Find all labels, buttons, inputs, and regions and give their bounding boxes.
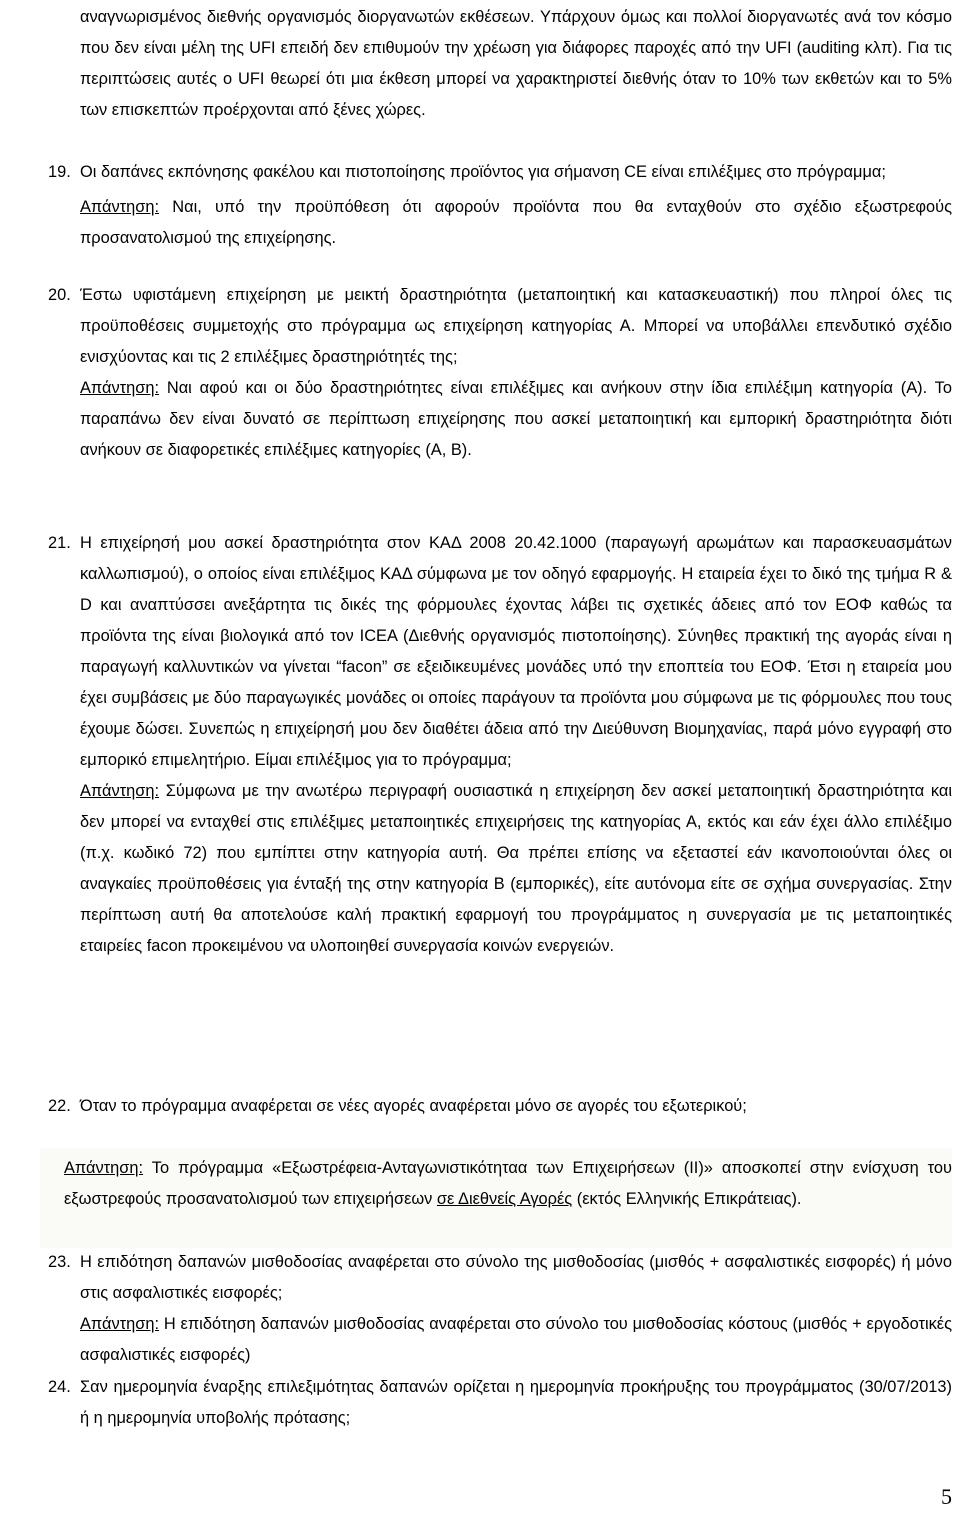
answer-label: Απάντηση: [80,379,160,397]
question-22 [48,1091,952,1122]
intro-paragraph [80,2,952,126]
question-number: 20. [48,286,71,304]
answer-paragraph [80,192,952,254]
answer-label: Απάντηση: [80,198,160,216]
question-number: 19. [48,163,71,181]
answer-text: Ναι, υπό την προϋπόθεση ότι αφορούν προϊόντα που θα ενταχθούν στο σχέδιο εξωστρεφούς προσανατολισμού της επιχείρησης. [80,198,952,247]
answer-text-part2: (εκτός Ελληνικής Επικράτειας). [572,1190,802,1208]
answer-text-part1: Το πρόγραμμα «Εξωστρέφεια-Ανταγωνιστικότηταα των Επιχειρήσεων (ΙΙ)» αποσκοπεί στην ενίσχυση του εξωστρεφούς προσανατολισμού των επιχειρήσεων [64,1159,952,1208]
question-text: Όταν το πρόγραμμα αναφέρεται σε νέες αγορές αναφέρεται μόνο σε αγορές του εξωτερικού; [80,1097,747,1115]
answer-paragraph [64,1153,952,1215]
question-number: 21. [48,534,71,552]
answer-paragraph [80,373,952,466]
question-23 [48,1247,952,1371]
answer-text: Η επιδότηση δαπανών μισθοδοσίας αναφέρεται στο σύνολο του μισθοδοσίας κόστους (μισθός + εργοδοτικές ασφαλιστικές εισφορές) [80,1315,952,1364]
question-text: Έστω υφιστάμενη επιχείρηση με μεικτή δραστηριότητα (μεταποιητική και κατασκευαστική) που πληροί όλες τις προϋποθέσεις συμμετοχής στο πρόγραμμα ως επιχείρηση κατηγορίας Α. Μπορεί να υποβάλλει επενδυτικό σχέδιο ενισχύοντας και τις 2 επιλέξιμες δραστηριότητές της; [80,286,952,366]
page-number: 5 [941,1484,952,1509]
answer-label: Απάντηση: [80,782,160,800]
question-text: Οι δαπάνες εκπόνησης φακέλου και πιστοποίησης προϊόντος για σήμανση CE είναι επιλέξιμες στο πρόγραμμα; [80,163,886,181]
answer-22 [64,1153,952,1215]
question-number: 22. [48,1097,71,1115]
question-21 [48,528,952,962]
question-19 [48,157,952,254]
answer-label: Απάντηση: [64,1159,144,1177]
question-text: Σαν ημερομηνία έναρξης επιλεξιμότητας δαπανών ορίζεται η ημερομηνία προκήρυξης του προγράμματος (30/07/2013) ή η ημερομηνία υποβολής πρότασης; [80,1378,952,1427]
question-20 [48,280,952,466]
question-number: 23. [48,1253,71,1271]
question-text: Η επιχείρησή μου ασκεί δραστηριότητα στον ΚΑΔ 2008 20.42.1000 (παραγωγή αρωμάτων και παρασκευασμάτων καλλωπισμού), ο οποίος είναι επιλέξιμος ΚΑΔ σύμφωνα με τον οδηγό εφαρμογής. Η εταιρεία έχει το δικό της τμήμα R & D και αναπτύσσει ανεξάρτητα τις δικές της φόρμουλες έχοντας λάβει τις σχετικές άδειες από τον ΕΟΦ καθώς τα προϊόντα της είναι βιολογικά από τον ICEA (Διεθνής οργανισμός πιστοποίησης). Σύνηθες πρακτική της αγοράς είναι η παραγωγή καλλυντικών να γίνεται “facon” σε εξειδικευμένες μονάδες υπό την εποπτεία του ΕΟΦ. Έτσι η εταιρεία μου έχει συμβάσεις με δύο παραγωγικές μονάδες οι οποίες παράγουν τα προϊόντα μου σύμφωνα με τις φόρμουλες που τους έχουμε δώσει. Συνεπώς η επιχείρησή μου δεν διαθέτει άδεια από την Διεύθυνση Βιομηχανίας, παρά μόνο εγγραφή στο εμπορικό επιμελητήριο. Είμαι επιλέξιμος για το πρόγραμμα; [80,534,952,769]
answer-text: Σύμφωνα με την ανωτέρω περιγραφή ουσιαστικά η επιχείρηση δεν ασκεί μεταποιητική δραστηριότητα και δεν μπορεί να ενταχθεί στις επιλέξιμες μεταποιητικές επιχειρήσεις της κατηγορίας Α, εκτός και εάν έχει άλλο επιλέξιμο (π.χ. κωδικό 72) που εμπίπτει στην κατηγορία αυτή. Θα πρέπει επίσης να εξεταστεί εάν ικανοποιούνται όλες οι αναγκαίες προϋποθέσεις για ένταξή της στην κατηγορία Β (εμπορικές), είτε αυτόνομα είτε σε σχήμα συνεργασίας. Στην περίπτωση αυτή θα αποτελούσε καλή πρακτική εφαρμογή του προγράμματος η συνεργασία με τις μεταποιητικές εταιρείες facon προκειμένου να υλοποιηθεί συνεργασία κοινών ενεργειών. [80,782,952,955]
question-24 [48,1372,952,1434]
answer-text: Ναι αφού και οι δύο δραστηριότητες είναι επιλέξιμες και ανήκουν στην ίδια επιλέξιμη κατηγορία (Α). Το παραπάνω δεν είναι δυνατό σε περίπτωση επιχείρησης που ασκεί μεταποιητική και εμπορική δραστηριότητα διότι ανήκουν σε διαφορετικές επιλέξιμες κατηγορίες (Α, Β). [80,379,952,459]
question-number: 24. [48,1378,71,1396]
answer-paragraph [80,776,952,962]
answer-text-underlined: σε Διεθνείς Αγορές [436,1190,573,1208]
intro-text: αναγνωρισμένος διεθνής οργανισμός διοργανωτών εκθέσεων. Υπάρχουν όμως και πολλοί διοργανωτές ανά τον κόσμο που δεν είναι μέλη της UFI επειδή δεν επιθυμούν την χρέωση για διάφορες παροχές από την UFI (auditing κλπ). Για τις περιπτώσεις αυτές ο UFI θεωρεί ότι μια έκθεση μπορεί να χαρακτηριστεί διεθνής όταν το 10% των εκθετών και το 5% των επισκεπτών προέρχονται από ξένες χώρες. [80,8,952,119]
answer-label: Απάντηση: [80,1315,160,1333]
question-text: Η επιδότηση δαπανών μισθοδοσίας αναφέρεται στο σύνολο της μισθοδοσίας (μισθός + ασφαλιστικές εισφορές) ή μόνο στις ασφαλιστικές εισφορές; [80,1253,952,1302]
answer-paragraph [80,1309,952,1371]
